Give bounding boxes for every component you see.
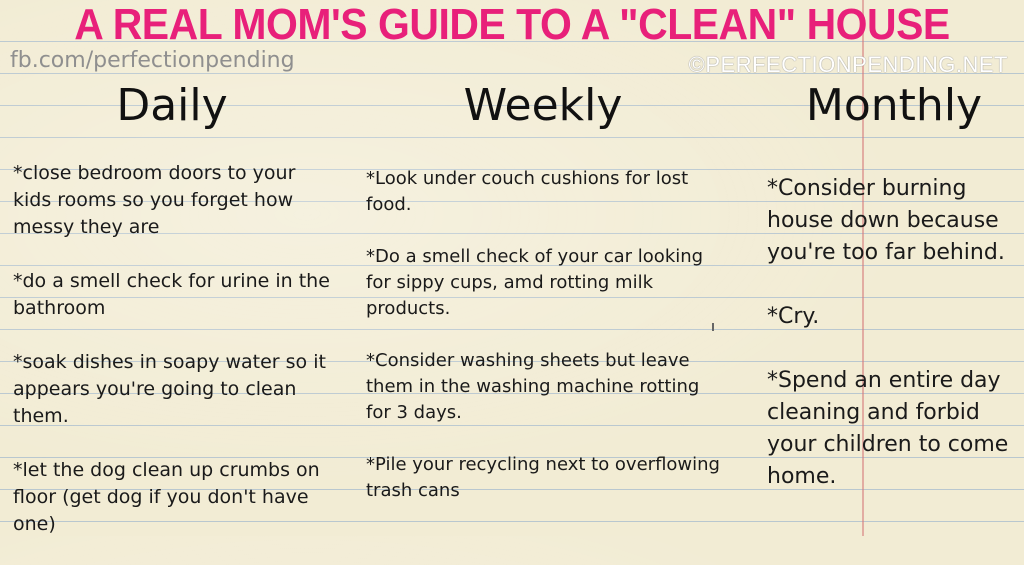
daily-item: *do a smell check for urine in the bathroom xyxy=(13,270,330,319)
monthly-item: *Cry. xyxy=(767,304,820,329)
weekly-item: *Do a smell check of your car looking for sippy cups, amd rotting milk products. xyxy=(366,246,704,319)
weekly-item: *Look under couch cushions for lost food. xyxy=(366,168,689,215)
weekly-item: *Consider washing sheets but leave them in the washing machine rotting for 3 days. xyxy=(366,350,700,423)
facebook-credit: fb.com/perfectionpending xyxy=(10,48,295,73)
daily-list xyxy=(13,160,338,565)
daily-item: *soak dishes in soapy water so it appears you're going to clean them. xyxy=(13,351,326,427)
daily-item: *close bedroom doors to your kids rooms so you forget how messy they are xyxy=(13,162,296,238)
weekly-heading: Weekly xyxy=(463,80,623,131)
monthly-heading: Monthly xyxy=(805,80,983,131)
weekly-item: *Pile your recycling next to overflowing trash cans xyxy=(366,454,720,501)
monthly-item: *Spend an entire day cleaning and forbid your children to come home. xyxy=(767,368,1009,489)
weekly-list xyxy=(366,166,726,530)
monthly-list xyxy=(767,173,1022,525)
monthly-item: *Consider burning house down because you're too far behind. xyxy=(767,176,1005,265)
daily-item: *let the dog clean up crumbs on floor (get dog if you don't have one) xyxy=(13,459,320,535)
paper-speck xyxy=(712,323,714,331)
copyright-watermark: ©PERFECTIONPENDING.NET xyxy=(688,52,1008,77)
page-title: A REAL MOM'S GUIDE TO A "CLEAN" HOUSE xyxy=(74,0,950,49)
daily-heading: Daily xyxy=(116,80,228,131)
